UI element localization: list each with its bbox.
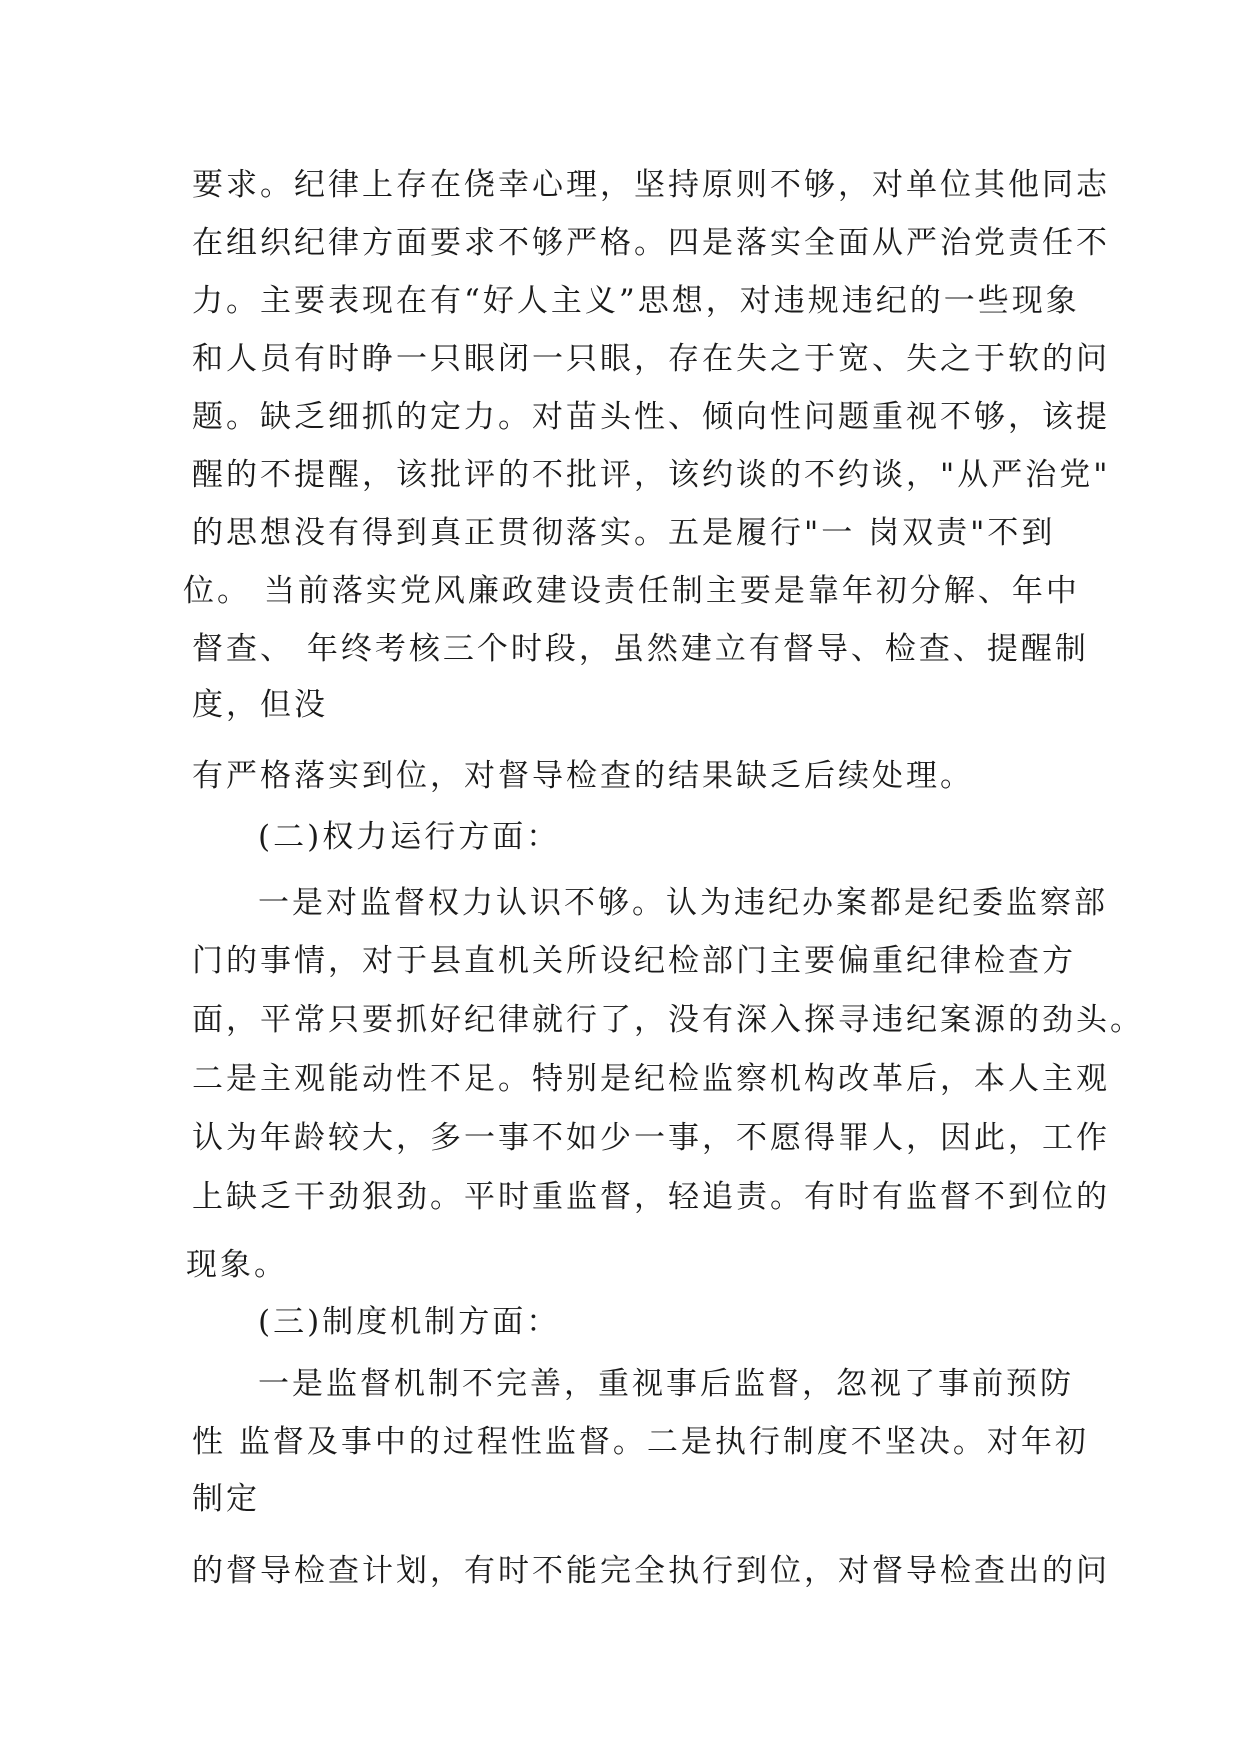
text-line: 认为年龄较大，多一事不如少一事，不愿得罪人，因此，工作	[192, 1120, 1110, 1156]
text-line: 性 监督及事中的过程性监督。二是执行制度不坚决。对年初	[192, 1424, 1089, 1460]
text-line: 督查、 年终考核三个时段，虽然建立有督导、检查、提醒制	[192, 631, 1089, 667]
text-line: 上缺乏干劲狠劲。平时重监督，轻追责。有时有监督不到位的	[192, 1179, 1110, 1215]
text-line: 度，但没	[192, 687, 328, 723]
section-heading: (二)权力运行方面：	[258, 819, 561, 855]
text-line: 一是监督机制不完善，重视事后监督，忽视了事前预防	[258, 1366, 1074, 1402]
text-line: 门的事情，对于县直机关所设纪检部门主要偏重纪律检查方	[192, 943, 1076, 979]
section-heading: (三)制度机制方面：	[258, 1304, 561, 1340]
text-line: 制定	[192, 1481, 260, 1517]
text-line: 在组织纪律方面要求不够严格。四是落实全面从严治党责任不	[192, 225, 1110, 261]
text-line: 面，平常只要抓好纪律就行了，没有深入探寻违纪案源的劲头。	[192, 1002, 1144, 1038]
text-line: 题。缺乏细抓的定力。对苗头性、倾向性问题重视不够，该提	[192, 399, 1110, 435]
text-line: 二是主观能动性不足。特别是纪检监察机构改革后，本人主观	[192, 1061, 1110, 1097]
text-line: 力。主要表现在有“好人主义”思想，对违规违纪的一些现象	[192, 283, 1080, 319]
text-line: 有严格落实到位，对督导检查的结果缺乏后续处理。	[192, 758, 974, 794]
text-line: 醒的不提醒，该批评的不批评，该约谈的不约谈，"从严治党"	[192, 457, 1111, 493]
text-line: 和人员有时睁一只眼闭一只眼，存在失之于宽、失之于软的问	[192, 341, 1110, 377]
text-line: 现象。	[186, 1247, 288, 1283]
text-line: 一是对监督权力认识不够。认为违纪办案都是纪委监察部	[258, 885, 1108, 921]
text-line: 的督导检查计划，有时不能完全执行到位，对督导检查出的问	[192, 1553, 1110, 1589]
text-line: 位。 当前落实党风廉政建设责任制主要是靠年初分解、年中	[183, 573, 1080, 609]
text-line: 要求。纪律上存在侥幸心理，坚持原则不够，对单位其他同志	[192, 167, 1110, 203]
text-line: 的思想没有得到真正贯彻落实。五是履行"一 岗双责"不到	[192, 515, 1056, 551]
